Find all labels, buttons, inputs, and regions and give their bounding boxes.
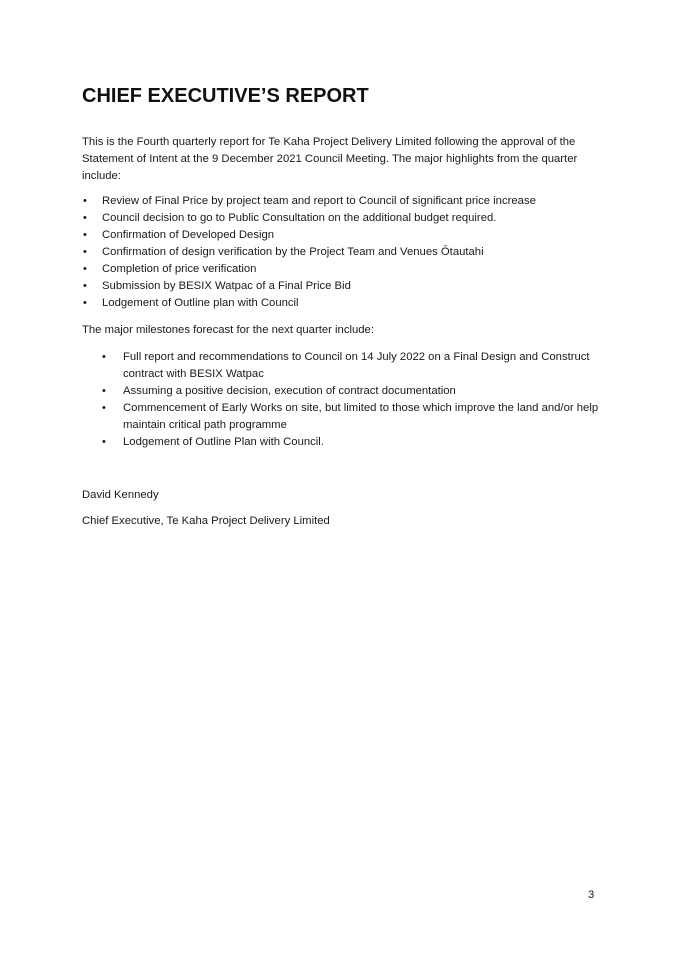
list-item-text: Confirmation of design verification by the Project Team and Venues Ōtautahi — [102, 246, 484, 258]
list-item-text: Council decision to go to Public Consultation on the additional budget required. — [102, 212, 497, 224]
milestones-list — [102, 349, 602, 451]
list-item — [82, 227, 602, 244]
page-number: 3 — [588, 889, 595, 901]
bullet-icon: • — [102, 402, 106, 414]
list-item-text: Commencement of Early Works on site, but limited to those which improve the land and/or help maintain critical path programme — [123, 402, 599, 431]
page-title: CHIEF EXECUTIVE’S REPORT — [82, 85, 369, 107]
highlights-list — [82, 193, 602, 312]
list-item-text: Review of Final Price by project team and report to Council of significant price increase — [102, 195, 536, 207]
bullet-icon: • — [83, 212, 87, 224]
bullet-icon: • — [83, 195, 87, 207]
bullet-icon: • — [83, 280, 87, 292]
intro-paragraph: This is the Fourth quarterly report for Te Kaha Project Delivery Limited following the approval of the Statement of Intent at the 9 December 2021 Council Meeting. The major highlights from the quarter include: — [82, 136, 578, 182]
list-item — [82, 210, 602, 227]
signer-title: Chief Executive, Te Kaha Project Delivery Limited — [82, 515, 330, 527]
list-item-text: Lodgement of Outline plan with Council — [102, 297, 299, 309]
list-item — [82, 244, 602, 261]
milestones-intro: The major milestones forecast for the next quarter include: — [82, 324, 374, 336]
bullet-icon: • — [102, 436, 106, 448]
list-item-text: Confirmation of Developed Design — [102, 229, 275, 241]
list-item-text: Completion of price verification — [102, 263, 257, 275]
list-item-text: Assuming a positive decision, execution of contract documentation — [123, 385, 456, 397]
bullet-icon: • — [83, 246, 87, 258]
bullet-icon: • — [83, 263, 87, 275]
list-item — [102, 400, 602, 434]
bullet-icon: • — [102, 351, 106, 363]
list-item — [82, 261, 602, 278]
bullet-icon: • — [102, 385, 106, 397]
bullet-icon: • — [83, 297, 87, 309]
list-item — [102, 434, 602, 451]
list-item — [82, 193, 602, 210]
list-item-text: Lodgement of Outline Plan with Council. — [123, 436, 324, 448]
bullet-icon: • — [83, 229, 87, 241]
list-item-text: Full report and recommendations to Council on 14 July 2022 on a Final Design and Construct contract with BESIX Watpac — [123, 351, 590, 380]
signer-name: David Kennedy — [82, 489, 159, 501]
list-item — [102, 349, 602, 383]
list-item — [102, 383, 602, 400]
list-item — [82, 295, 602, 312]
list-item — [82, 278, 602, 295]
list-item-text: Submission by BESIX Watpac of a Final Price Bid — [102, 280, 351, 292]
